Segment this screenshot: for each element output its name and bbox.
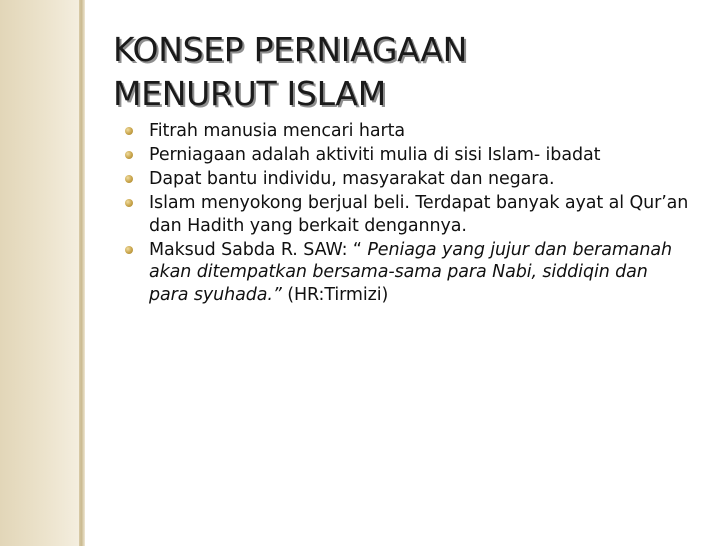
title-line-1: KONSEP PERNIAGAAN <box>113 30 468 69</box>
hadith-source: (HR:Tirmizi) <box>281 284 389 305</box>
hadith-quote: Peniaga yang jujur dan beramanah akan ditempatkan bersama-sama para Nabi, siddiqin dan para syuhada.” <box>149 239 673 305</box>
bullet-item <box>125 192 690 237</box>
bullet-item <box>125 168 690 191</box>
bullet-text: Perniagaan adalah aktiviti mulia di sisi Islam- ibadat <box>149 145 601 165</box>
round-bullet-icon <box>125 246 133 254</box>
title-line-2: MENURUT ISLAM <box>113 74 386 113</box>
bullet-item <box>125 120 690 143</box>
round-bullet-icon <box>125 199 133 207</box>
bullet-list <box>125 120 690 308</box>
round-bullet-icon <box>125 175 133 183</box>
bullet-text: Fitrah manusia mencari harta <box>149 121 405 141</box>
bullet-item <box>125 144 690 167</box>
round-bullet-icon <box>125 151 133 159</box>
left-bar-edge <box>79 0 85 546</box>
slide-title <box>113 28 673 116</box>
left-decorative-bar <box>0 0 79 546</box>
bullet-text: Dapat bantu individu, masyarakat dan negara. <box>149 169 555 189</box>
bullet-text: Islam menyokong berjual beli. Terdapat banyak ayat al Qur’an dan Hadith yang berkait dengannya. <box>149 193 689 236</box>
round-bullet-icon <box>125 127 133 135</box>
bullet-item <box>125 239 690 307</box>
bullet-prefix: Maksud Sabda R. SAW: “ <box>149 239 368 260</box>
